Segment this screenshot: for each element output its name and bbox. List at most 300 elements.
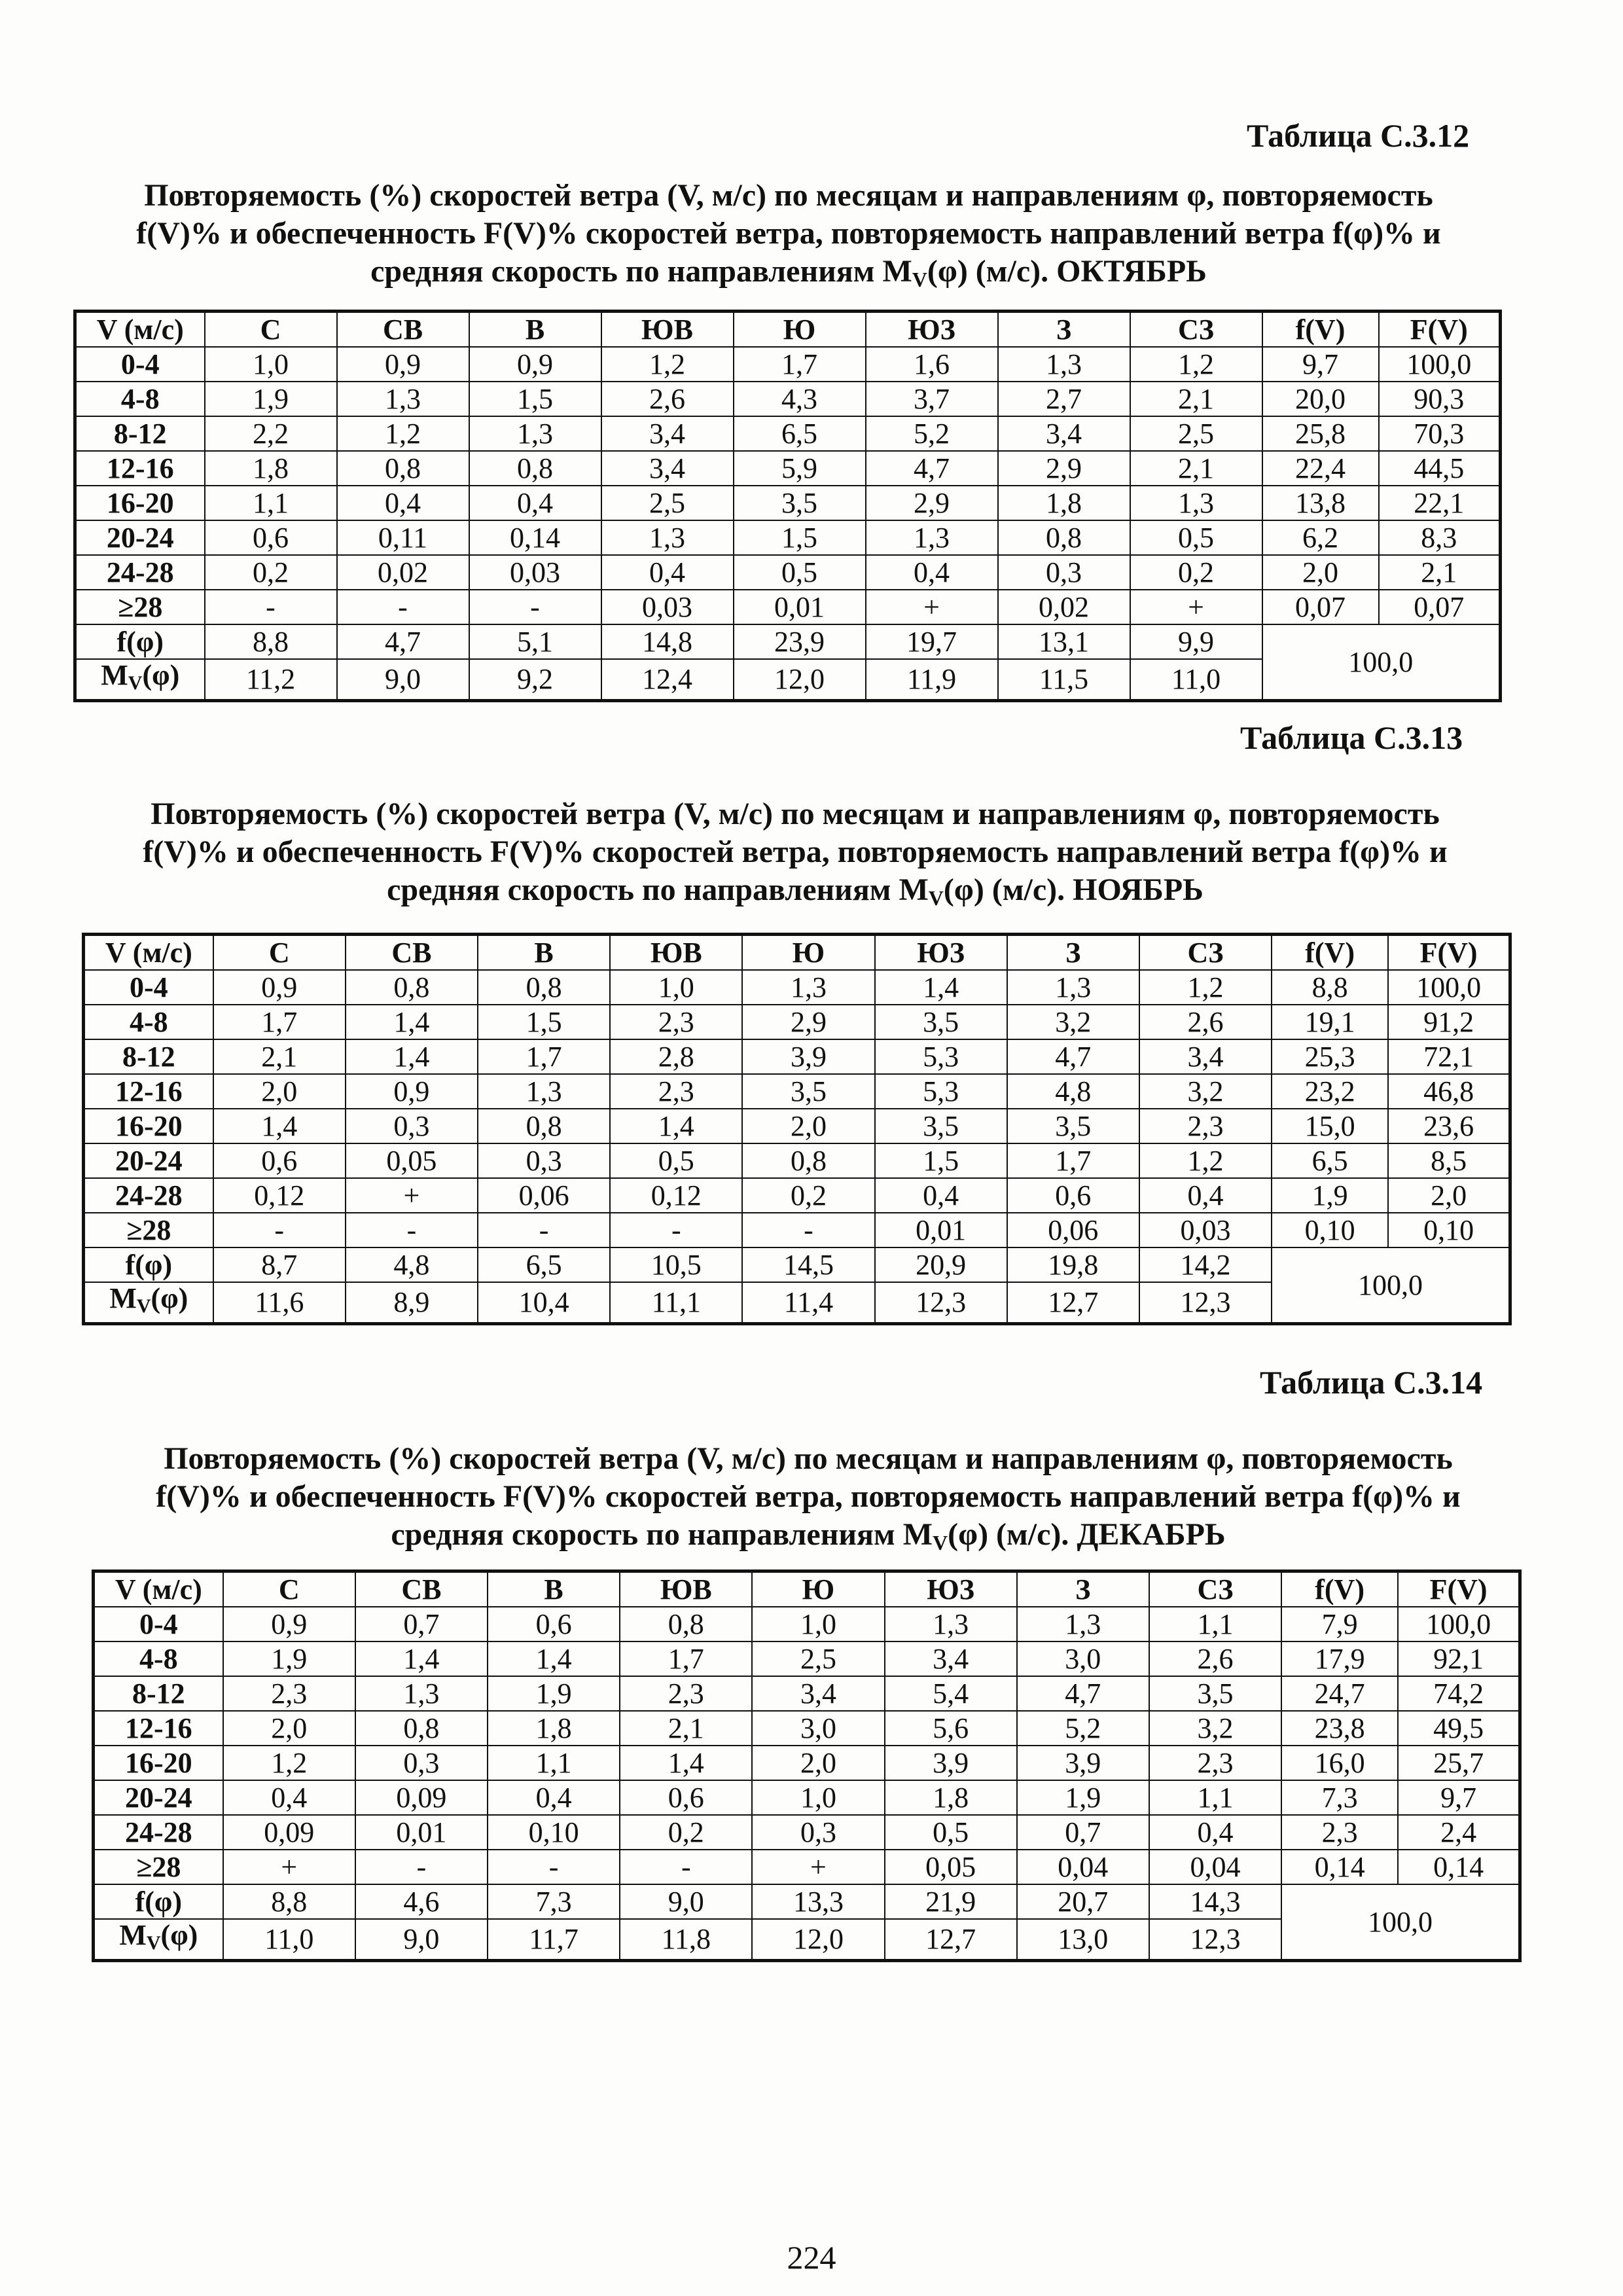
column-header: СВ — [355, 1571, 488, 1607]
table-cell: 0,14 — [1398, 1850, 1520, 1884]
table-cell: 5,6 — [885, 1711, 1017, 1746]
table-cell: 1,7 — [213, 1005, 346, 1039]
table-cell: 0,01 — [875, 1213, 1007, 1247]
table-cell: 72,1 — [1388, 1039, 1510, 1074]
row-label: 12-16 — [84, 1074, 213, 1109]
table-cell: 24,7 — [1281, 1676, 1398, 1711]
row-label: 12-16 — [94, 1711, 223, 1746]
table-cell: 1,1 — [1149, 1607, 1281, 1641]
table-cell: 6,5 — [734, 416, 866, 451]
table-cell: 0,5 — [610, 1143, 742, 1178]
table-cell: 1,3 — [742, 970, 874, 1005]
table-cell: 5,3 — [875, 1039, 1007, 1074]
table-cell: 0,6 — [1007, 1178, 1139, 1213]
table-cell: 13,3 — [752, 1884, 884, 1919]
table-cell: 0,11 — [337, 520, 469, 555]
table-cell: 1,3 — [478, 1074, 610, 1109]
wind-table-november — [82, 933, 1512, 1325]
row-label: 20-24 — [94, 1780, 223, 1815]
caption-line: f(V)% и обеспеченность F(V)% скоростей ветра, повторяемость направлений ветра f(φ)% и — [156, 1479, 1461, 1514]
row-label-text: (φ) — [151, 1282, 188, 1314]
table-cell: 2,3 — [1139, 1109, 1272, 1143]
table-cell: 1,3 — [998, 347, 1130, 382]
table-cell: 0,9 — [213, 970, 346, 1005]
table-row — [84, 1178, 1510, 1213]
table-cell: 10,5 — [610, 1247, 742, 1282]
table-cell: 0,3 — [752, 1815, 884, 1850]
table-cell: 1,1 — [488, 1746, 620, 1780]
table-cell: 3,2 — [1149, 1711, 1281, 1746]
table-row — [75, 416, 1501, 451]
table-cell: 1,0 — [610, 970, 742, 1005]
table-cell: 3,5 — [1007, 1109, 1139, 1143]
table-cell: 1,8 — [488, 1711, 620, 1746]
table-cell: 1,3 — [1007, 970, 1139, 1005]
table-cell: 2,9 — [998, 451, 1130, 486]
table-cell: 12,0 — [752, 1919, 884, 1961]
table-cell: 2,9 — [742, 1005, 874, 1039]
table-cell: 16,0 — [1281, 1746, 1398, 1780]
table-cell: 100,0 — [1398, 1607, 1520, 1641]
column-header: СЗ — [1130, 312, 1262, 348]
table-cell: 2,9 — [866, 486, 998, 520]
table-caption — [72, 177, 1505, 298]
table-cell: 0,02 — [998, 590, 1130, 624]
table-cell: 1,3 — [355, 1676, 488, 1711]
table-cell: 11,1 — [610, 1282, 742, 1324]
table-cell: 4,7 — [337, 624, 469, 659]
table-cell: 1,3 — [866, 520, 998, 555]
table-cell: 0,2 — [205, 555, 337, 590]
table-cell: 2,0 — [213, 1074, 346, 1109]
caption-line: Повторяемость (%) скоростей ветра (V, м/с) по месяцам и направлениям φ, повторяемость — [151, 797, 1440, 831]
table-cell: 2,0 — [1388, 1178, 1510, 1213]
table-cell: - — [337, 590, 469, 624]
row-label: 24-28 — [84, 1178, 213, 1213]
table-cell: 3,5 — [875, 1109, 1007, 1143]
row-label: ≥28 — [94, 1850, 223, 1884]
table-cell: 1,9 — [1272, 1178, 1388, 1213]
table-cell: 12,3 — [1139, 1282, 1272, 1324]
table-cell: 2,5 — [601, 486, 734, 520]
table-row — [84, 1109, 1510, 1143]
column-header: СВ — [337, 312, 469, 348]
table-cell: 3,4 — [601, 416, 734, 451]
table-cell: 0,7 — [1017, 1815, 1149, 1850]
table-cell: + — [223, 1850, 355, 1884]
table-cell: 5,4 — [885, 1676, 1017, 1711]
table-cell: 0,9 — [346, 1074, 478, 1109]
table-cell: 20,9 — [875, 1247, 1007, 1282]
table-cell: 0,05 — [885, 1850, 1017, 1884]
table-row — [75, 382, 1501, 416]
row-label: f(φ) — [84, 1247, 213, 1282]
caption-text: средняя скорость по направлениям M — [391, 1517, 933, 1552]
table-cell: 0,2 — [742, 1178, 874, 1213]
table-cell: 0,8 — [620, 1607, 752, 1641]
table-cell: 2,1 — [1130, 382, 1262, 416]
table-cell: 20,7 — [1017, 1884, 1149, 1919]
table-cell: 1,4 — [610, 1109, 742, 1143]
table-row — [75, 486, 1501, 520]
column-header: ЮВ — [620, 1571, 752, 1607]
table-cell: 0,04 — [1017, 1850, 1149, 1884]
table-cell: 17,9 — [1281, 1641, 1398, 1676]
row-label-subscript: V — [136, 1295, 151, 1317]
column-header: СЗ — [1139, 935, 1272, 971]
table-cell: 23,8 — [1281, 1711, 1398, 1746]
table-cell: - — [469, 590, 601, 624]
table-cell: 1,4 — [346, 1039, 478, 1074]
table-cell: 2,2 — [205, 416, 337, 451]
table-cell: 74,2 — [1398, 1676, 1520, 1711]
table-cell: 1,4 — [346, 1005, 478, 1039]
table-cell: 1,1 — [1149, 1780, 1281, 1815]
table-cell: 1,4 — [213, 1109, 346, 1143]
table-cell: 9,0 — [337, 659, 469, 701]
table-cell: 8,3 — [1379, 520, 1501, 555]
column-header: С — [223, 1571, 355, 1607]
table-cell: 0,3 — [355, 1746, 488, 1780]
table-cell: 0,4 — [469, 486, 601, 520]
table-cell: 1,1 — [205, 486, 337, 520]
table-cell: 11,2 — [205, 659, 337, 701]
table-cell: + — [346, 1178, 478, 1213]
table-cell: 9,2 — [469, 659, 601, 701]
table-cell: 91,2 — [1388, 1005, 1510, 1039]
row-label: 8-12 — [75, 416, 205, 451]
table-cell: 13,8 — [1262, 486, 1379, 520]
table-cell: 23,9 — [734, 624, 866, 659]
table-cell: 0,6 — [213, 1143, 346, 1178]
table-label: Таблица С.3.13 — [1240, 719, 1463, 756]
table-cell: 4,6 — [355, 1884, 488, 1919]
table-cell: 0,4 — [337, 486, 469, 520]
table-cell: 0,09 — [223, 1815, 355, 1850]
table-cell: 4,8 — [346, 1247, 478, 1282]
table-cell: 25,7 — [1398, 1746, 1520, 1780]
row-label-text: M — [119, 1919, 147, 1951]
table-cell: 9,7 — [1262, 347, 1379, 382]
caption-text: (φ) (м/с). НОЯБРЬ — [943, 872, 1204, 907]
row-label: 4-8 — [75, 382, 205, 416]
table-cell: 3,0 — [1017, 1641, 1149, 1676]
table-cell: 1,7 — [1007, 1143, 1139, 1178]
column-header: f(V) — [1262, 312, 1379, 348]
table-cell: 11,6 — [213, 1282, 346, 1324]
table-cell: 25,8 — [1262, 416, 1379, 451]
table-cell: 0,5 — [1130, 520, 1262, 555]
table-cell: 14,8 — [601, 624, 734, 659]
table-cell: 25,3 — [1272, 1039, 1388, 1074]
table-cell: 2,1 — [1130, 451, 1262, 486]
column-header: V (м/с) — [94, 1571, 223, 1607]
caption-subscript: V — [928, 886, 944, 910]
caption-subscript: V — [933, 1531, 948, 1554]
table-cell: 1,5 — [478, 1005, 610, 1039]
table-cell: 0,5 — [885, 1815, 1017, 1850]
table-cell: 3,4 — [885, 1641, 1017, 1676]
table-cell: 3,7 — [866, 382, 998, 416]
table-cell: 1,6 — [866, 347, 998, 382]
caption-subscript: V — [912, 268, 927, 291]
table-cell: 6,2 — [1262, 520, 1379, 555]
column-header: ЮЗ — [866, 312, 998, 348]
table-cell: + — [752, 1850, 884, 1884]
table-cell: 1,3 — [1017, 1607, 1149, 1641]
row-label: ≥28 — [75, 590, 205, 624]
table-cell: 1,9 — [223, 1641, 355, 1676]
row-label — [94, 1919, 223, 1961]
table-cell: 0,04 — [1149, 1850, 1281, 1884]
table-cell: 2,7 — [998, 382, 1130, 416]
table-row — [75, 451, 1501, 486]
table-cell: 2,6 — [1139, 1005, 1272, 1039]
table-cell: 0,3 — [478, 1143, 610, 1178]
table-caption — [98, 1440, 1518, 1562]
table-cell: 1,9 — [488, 1676, 620, 1711]
table-cell: 14,3 — [1149, 1884, 1281, 1919]
table-cell: 3,2 — [1007, 1005, 1139, 1039]
row-label-subscript: V — [146, 1932, 161, 1954]
table-cell: 2,6 — [601, 382, 734, 416]
table-cell: 1,3 — [601, 520, 734, 555]
table-label: Таблица С.3.14 — [1260, 1364, 1483, 1401]
table-cell: 2,1 — [213, 1039, 346, 1074]
table-cell: 14,2 — [1139, 1247, 1272, 1282]
table-cell: 0,9 — [469, 347, 601, 382]
row-label: ≥28 — [84, 1213, 213, 1247]
table-cell: 2,0 — [1262, 555, 1379, 590]
table-cell: 2,1 — [1379, 555, 1501, 590]
table-cell: 4,3 — [734, 382, 866, 416]
table-cell: 19,1 — [1272, 1005, 1388, 1039]
table-cell: 9,0 — [355, 1919, 488, 1961]
table-cell: 12,3 — [875, 1282, 1007, 1324]
caption-text: средняя скорость по направлениям M — [370, 254, 912, 289]
table-cell: 2,3 — [610, 1005, 742, 1039]
header-row — [84, 935, 1510, 971]
table-row — [84, 1143, 1510, 1178]
table-cell: 0,6 — [620, 1780, 752, 1815]
table-cell: - — [610, 1213, 742, 1247]
table-cell: 1,2 — [1130, 347, 1262, 382]
table-cell: - — [346, 1213, 478, 1247]
table-cell: 13,1 — [998, 624, 1130, 659]
table-cell: 6,5 — [478, 1247, 610, 1282]
table-cell: 1,2 — [1139, 970, 1272, 1005]
caption-text: средняя скорость по направлениям M — [387, 872, 929, 907]
caption-line: Повторяемость (%) скоростей ветра (V, м/с) по месяцам и направлениям φ, повторяемость — [144, 178, 1433, 213]
table-cell: 0,10 — [1272, 1213, 1388, 1247]
table-cell: 3,9 — [742, 1039, 874, 1074]
table-cell: 0,9 — [223, 1607, 355, 1641]
table-cell: - — [478, 1213, 610, 1247]
column-header: ЮВ — [610, 935, 742, 971]
table-cell: 7,9 — [1281, 1607, 1398, 1641]
table-row — [94, 1641, 1520, 1676]
row-label: 0-4 — [75, 347, 205, 382]
table-cell: 22,1 — [1379, 486, 1501, 520]
table-cell: 4,7 — [1007, 1039, 1139, 1074]
table-cell: - — [742, 1213, 874, 1247]
table-cell: 2,3 — [1281, 1815, 1398, 1850]
total-cell: 100,0 — [1281, 1884, 1520, 1961]
table-cell: 12,0 — [734, 659, 866, 701]
wind-table-december — [92, 1570, 1522, 1962]
row-label: 12-16 — [75, 451, 205, 486]
table-cell: 1,4 — [355, 1641, 488, 1676]
column-header: С — [213, 935, 346, 971]
table-cell: 7,3 — [1281, 1780, 1398, 1815]
table-cell: 2,0 — [742, 1109, 874, 1143]
table-cell: 0,07 — [1379, 590, 1501, 624]
table-cell: 0,12 — [213, 1178, 346, 1213]
table-cell: 0,12 — [610, 1178, 742, 1213]
table-cell: 1,8 — [998, 486, 1130, 520]
table-row — [94, 1746, 1520, 1780]
table-cell: 1,9 — [1017, 1780, 1149, 1815]
table-cell: 11,4 — [742, 1282, 874, 1324]
table-cell: - — [213, 1213, 346, 1247]
table-cell: 3,4 — [998, 416, 1130, 451]
table-row — [84, 1074, 1510, 1109]
table-cell: 8,5 — [1388, 1143, 1510, 1178]
table-cell: 0,03 — [601, 590, 734, 624]
table-cell: 0,06 — [478, 1178, 610, 1213]
wind-table-october — [73, 310, 1502, 702]
column-header: СВ — [346, 935, 478, 971]
table-cell: 0,07 — [1262, 590, 1379, 624]
table-cell: 3,5 — [1149, 1676, 1281, 1711]
table-cell: 1,4 — [620, 1746, 752, 1780]
table-cell: 8,8 — [205, 624, 337, 659]
table-cell: 2,5 — [1130, 416, 1262, 451]
row-label: 24-28 — [94, 1815, 223, 1850]
table-cell: 0,8 — [337, 451, 469, 486]
table-cell: 0,10 — [1388, 1213, 1510, 1247]
table-cell: 0,7 — [355, 1607, 488, 1641]
table-cell: 14,5 — [742, 1247, 874, 1282]
total-cell: 100,0 — [1272, 1247, 1510, 1324]
table-cell: 2,3 — [610, 1074, 742, 1109]
table-cell: 0,01 — [734, 590, 866, 624]
table-cell: 3,9 — [885, 1746, 1017, 1780]
caption-line — [98, 1516, 1518, 1562]
column-header: З — [1017, 1571, 1149, 1607]
caption-line — [72, 253, 1505, 298]
table-cell: 0,9 — [337, 347, 469, 382]
row-label-text: (φ) — [160, 1919, 198, 1951]
table-cell: 23,6 — [1388, 1109, 1510, 1143]
table-row — [84, 970, 1510, 1005]
table-cell: 0,10 — [488, 1815, 620, 1850]
table-cell: 6,5 — [1272, 1143, 1388, 1178]
caption-text: (φ) (м/с). ОКТЯБРЬ — [927, 254, 1207, 289]
table-cell: 11,0 — [1130, 659, 1262, 701]
column-header: F(V) — [1398, 1571, 1520, 1607]
table-cell: 11,0 — [223, 1919, 355, 1961]
table-cell: 3,5 — [742, 1074, 874, 1109]
table-cell: 1,8 — [205, 451, 337, 486]
table-cell: 22,4 — [1262, 451, 1379, 486]
table-cell: 4,7 — [866, 451, 998, 486]
table-cell: 5,1 — [469, 624, 601, 659]
table-cell: 5,2 — [866, 416, 998, 451]
column-header: Ю — [742, 935, 874, 971]
column-header: F(V) — [1388, 935, 1510, 971]
table-cell: 49,5 — [1398, 1711, 1520, 1746]
table-cell: 9,9 — [1130, 624, 1262, 659]
table-cell: 0,14 — [1281, 1850, 1398, 1884]
table-cell: 1,3 — [1130, 486, 1262, 520]
table-cell: 1,0 — [205, 347, 337, 382]
row-label: 0-4 — [94, 1607, 223, 1641]
row-label-text: M — [101, 659, 128, 691]
column-header: СЗ — [1149, 1571, 1281, 1607]
table-cell: 7,3 — [488, 1884, 620, 1919]
table-cell: 1,5 — [734, 520, 866, 555]
header-row — [94, 1571, 1520, 1607]
table-cell: 23,2 — [1272, 1074, 1388, 1109]
table-cell: - — [355, 1850, 488, 1884]
table-cell: 1,3 — [885, 1607, 1017, 1641]
caption-line — [85, 871, 1505, 917]
table-cell: 0,03 — [469, 555, 601, 590]
table-cell: 0,4 — [875, 1178, 1007, 1213]
row-label: 20-24 — [84, 1143, 213, 1178]
column-header: В — [478, 935, 610, 971]
table-cell: 15,0 — [1272, 1109, 1388, 1143]
table-cell: 1,2 — [1139, 1143, 1272, 1178]
table-cell: 92,1 — [1398, 1641, 1520, 1676]
direction-frequency-row — [84, 1247, 1510, 1282]
row-label-subscript: V — [128, 672, 143, 694]
table-cell: 3,5 — [875, 1005, 1007, 1039]
table-cell: 1,2 — [223, 1746, 355, 1780]
table-cell: 1,0 — [752, 1607, 884, 1641]
direction-frequency-row — [75, 624, 1501, 659]
table-cell: 100,0 — [1388, 970, 1510, 1005]
table-row — [84, 1039, 1510, 1074]
table-cell: - — [488, 1850, 620, 1884]
table-cell: 19,8 — [1007, 1247, 1139, 1282]
table-cell: 11,8 — [620, 1919, 752, 1961]
table-cell: 1,4 — [875, 970, 1007, 1005]
table-cell: 1,7 — [620, 1641, 752, 1676]
table-row — [94, 1850, 1520, 1884]
table-cell: 11,9 — [866, 659, 998, 701]
table-cell: 1,5 — [875, 1143, 1007, 1178]
table-cell: 5,2 — [1017, 1711, 1149, 1746]
table-cell: 0,5 — [734, 555, 866, 590]
table-cell: 8,8 — [1272, 970, 1388, 1005]
table-cell: 9,7 — [1398, 1780, 1520, 1815]
caption-line: f(V)% и обеспеченность F(V)% скоростей ветра, повторяемость направлений ветра f(φ)% и — [136, 216, 1441, 251]
table-row — [94, 1711, 1520, 1746]
table-row — [94, 1780, 1520, 1815]
table-caption — [85, 795, 1505, 917]
table-cell: 46,8 — [1388, 1074, 1510, 1109]
table-cell: 3,4 — [752, 1676, 884, 1711]
table-cell: 13,0 — [1017, 1919, 1149, 1961]
table-row — [75, 590, 1501, 624]
table-cell: 2,5 — [752, 1641, 884, 1676]
table-cell: 0,06 — [1007, 1213, 1139, 1247]
table-cell: 12,3 — [1149, 1919, 1281, 1961]
column-header: З — [1007, 935, 1139, 971]
table-cell: 1,3 — [469, 416, 601, 451]
